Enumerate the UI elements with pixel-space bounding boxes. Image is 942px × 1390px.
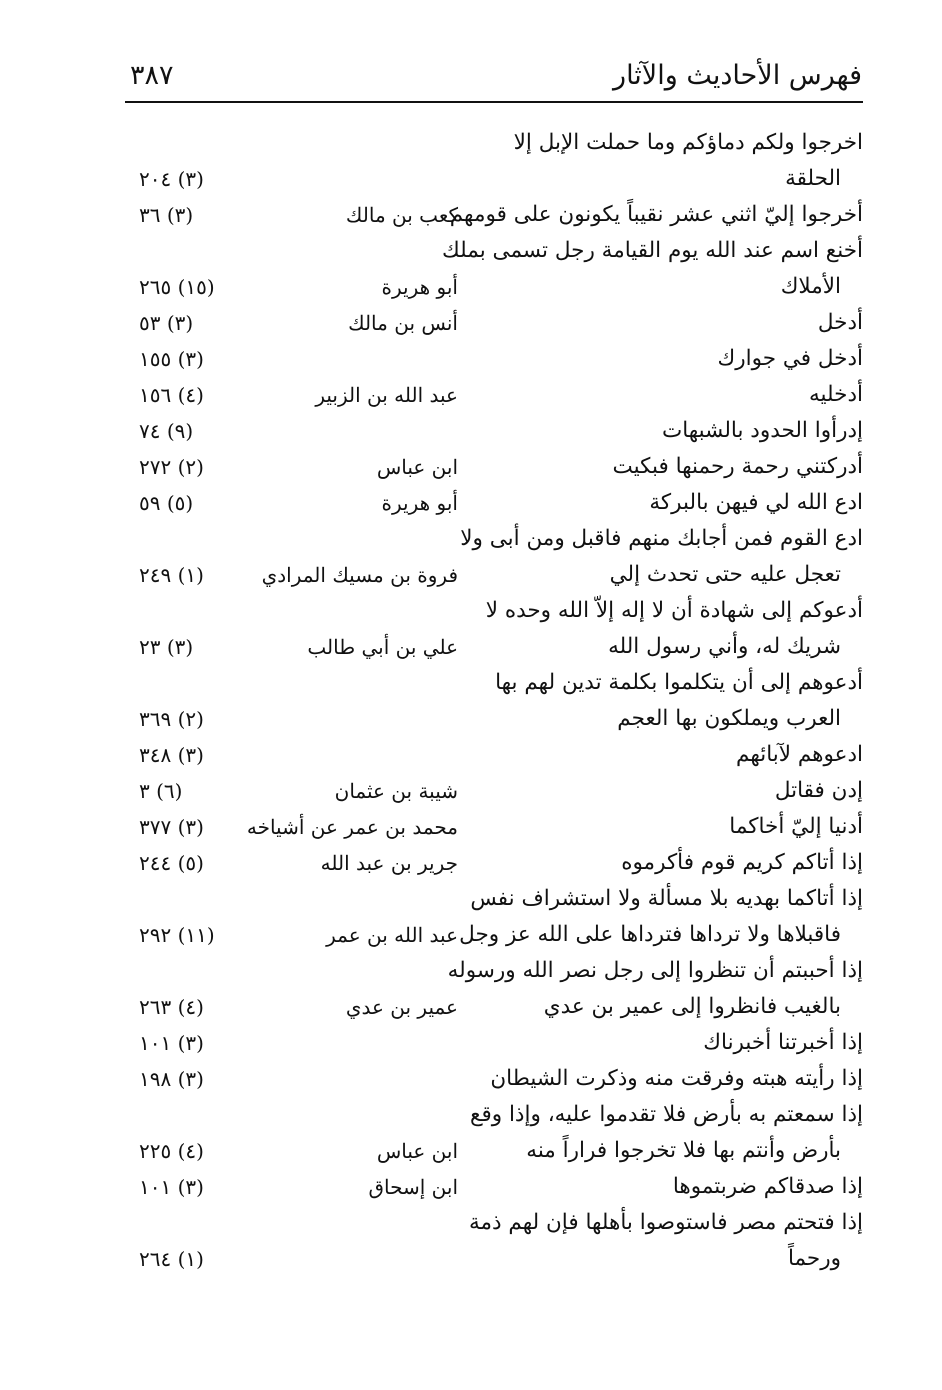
hadith-text-continuation: العرب ويملكون بها العجم [617,706,841,731]
hadith-text-continuation: الأملاك [780,274,841,299]
index-entry [125,197,863,233]
hadith-text-line: إذا أخبرتنا أخبرناك [703,1030,863,1055]
hadith-text-line: أدخل [817,310,863,335]
hadith-text [493,485,863,521]
index-entry [125,1061,863,1097]
hadith-text [493,377,863,413]
page-number: ٣٨٧ [130,60,174,91]
hadith-text [470,1097,863,1169]
hadith-text-line: أخنع اسم عند الله يوم القيامة رجل تسمى بملك [442,238,863,263]
volume-page-reference: (١٥) ٢٦٥ [139,275,215,299]
volume-page-reference: (٤) ١٥٦ [139,383,204,407]
index-entry [125,845,863,881]
index-entry [125,449,863,485]
hadith-text-continuation: تعجل عليه حتى تحدث إلي [609,562,841,587]
hadith-text [449,197,863,233]
hadith-text-line: إدن فقاتل [774,778,863,803]
hadith-text [493,305,863,341]
narrator-name: أبو هريرة [381,275,458,299]
hadith-text-line: أدخل في جوارك [717,346,863,371]
hadith-text-line: أدخليه [809,382,863,407]
narrator-name: ابن عباس [376,455,458,479]
index-entry [125,1205,863,1277]
hadith-text [468,1205,863,1277]
volume-page-reference: (٣) ٣٧٧ [139,815,204,839]
volume-page-reference: (٢) ٣٦٩ [139,707,204,731]
index-entry [125,1025,863,1061]
hadith-text [493,737,863,773]
narrator-name: علي بن أبي طالب [307,635,458,659]
hadith-text-line: إذا أحببتم أن تنظروا إلى رجل نصر الله ورسوله [447,958,863,983]
narrator-name: أنس بن مالك [348,311,458,335]
volume-page-reference: (٣) ١٩٨ [139,1067,204,1091]
narrator-name: ابن عباس [376,1139,458,1163]
index-entry [125,953,863,1025]
hadith-text [447,953,863,1025]
hadith-text-line: إذا صدقاكم ضربتموها [672,1174,863,1199]
hadith-text-continuation: بأرض وأنتم بها فلا تخرجوا فراراً منه [526,1138,841,1163]
hadith-text-line: إذا رأيته هبته وفرقت منه وذكرت الشيطان [490,1066,863,1091]
header-divider [125,101,863,103]
volume-page-reference: (٣) ٢٣ [139,635,194,659]
hadith-text-line: ادعوهم لآبائهم [736,742,863,767]
hadith-text-line: إذا أتاكم كريم قوم فأكرموه [621,850,863,875]
index-entry [125,305,863,341]
hadith-text [493,413,863,449]
index-entry [125,233,863,305]
hadith-text-line: ادع الله لي فيهن بالبركة [649,490,863,515]
hadith-text [493,1025,863,1061]
hadith-text [485,593,863,665]
volume-page-reference: (٦) ٣ [139,779,183,803]
hadith-text-line: أدعوكم إلى شهادة أن لا إله إلاّ الله وحده لا [485,598,863,623]
running-header [120,52,862,98]
hadith-text-line: اخرجوا ولكم دماؤكم وما حملت الإبل إلا [513,130,863,155]
narrator-name: أبو هريرة [381,491,458,515]
volume-page-reference: (١) ٢٤٩ [139,563,204,587]
volume-page-reference: (٣) ٢٠٤ [139,167,204,191]
narrator-name: محمد بن عمر عن أشياخه [246,815,458,839]
narrator-name: كعب بن مالك [345,203,458,227]
hadith-text [459,881,863,953]
volume-page-reference: (٩) ٧٤ [139,419,194,443]
index-entry [125,1169,863,1205]
index-entry [125,485,863,521]
hadith-text [460,521,863,593]
narrator-name: جرير بن عبد الله [320,851,458,875]
hadith-text [493,773,863,809]
index-entry [125,125,863,197]
hadith-text [490,1061,863,1097]
index-entry [125,665,863,737]
index-entry [125,341,863,377]
narrator-name: عبد الله بن عمر [326,923,458,947]
hadith-text [493,845,863,881]
hadith-text [493,665,863,737]
volume-page-reference: (٣) ١٠١ [139,1031,204,1055]
volume-page-reference: (٥) ٢٤٤ [139,851,204,875]
hadith-text [493,125,863,197]
narrator-name: عمير بن عدي [345,995,458,1019]
hadith-text-line: إذا سمعتم به بأرض فلا تقدموا عليه، وإذا وقع [470,1102,863,1127]
hadith-text-line: أدعوهم إلى أن يتكلموا بكلمة تدين لهم بها [495,670,863,695]
hadith-text-line: إذا فتحتم مصر فاستوصوا بأهلها فإن لهم ذمة [468,1210,863,1235]
hadith-text-continuation: الحلقة [785,166,841,191]
index-entry [125,809,863,845]
volume-page-reference: (٤) ٢٦٣ [139,995,204,1019]
volume-page-reference: (٢) ٢٧٢ [139,455,204,479]
hadith-text-line: أدركتني رحمة رحمنها فبكيت [612,454,863,479]
hadith-text-line: إذا أتاكما بهديه بلا مسألة ولا استشراف نفس [470,886,863,911]
hadith-text-continuation: شريك له، وأني رسول الله [608,634,841,659]
hadith-text [493,341,863,377]
volume-page-reference: (١) ٢٦٤ [139,1247,204,1271]
volume-page-reference: (٣) ٣٦ [139,203,194,227]
hadith-text [493,809,863,845]
narrator-name: عبد الله بن الزبير [315,383,458,407]
index-entry [125,773,863,809]
volume-page-reference: (٥) ٥٩ [139,491,194,515]
hadith-text [493,1169,863,1205]
hadith-text [493,449,863,485]
hadith-text-line: إدرأوا الحدود بالشبهات [661,418,863,443]
hadith-text-line: أدنيا إليّ أخاكما [729,814,863,839]
index-entry [125,593,863,665]
narrator-name: فروة بن مسيك المرادي [261,563,458,587]
hadith-text [442,233,863,305]
hadith-text-line: ادع القوم فمن أجابك منهم فاقبل ومن أبى ولا [460,526,863,551]
index-entry [125,1097,863,1169]
hadith-text-line: أخرجوا إليّ اثني عشر نقيباً يكونون على قومهم [449,202,863,227]
volume-page-reference: (٣) ٥٣ [139,311,194,335]
volume-page-reference: (٣) ٣٤٨ [139,743,204,767]
narrator-name: شيبة بن عثمان [334,779,458,803]
hadith-text-continuation: بالغيب فانظروا إلى عمير بن عدي [543,994,841,1019]
page-title: فهرس الأحاديث والآثار [613,60,862,91]
hadith-text-continuation: فاقبلاها ولا ترداها فترداها على الله عز وجل [459,922,841,947]
narrator-name: ابن إسحاق [368,1175,458,1199]
index-entry [125,377,863,413]
volume-page-reference: (٣) ١٠١ [139,1175,204,1199]
volume-page-reference: (١١) ٢٩٢ [139,923,215,947]
index-entry [125,881,863,953]
volume-page-reference: (٣) ١٥٥ [139,347,204,371]
hadith-index-list [125,125,863,1277]
index-entry [125,521,863,593]
index-entry [125,413,863,449]
hadith-text-continuation: ورحماً [787,1246,841,1271]
volume-page-reference: (٤) ٢٢٥ [139,1139,204,1163]
index-entry [125,737,863,773]
